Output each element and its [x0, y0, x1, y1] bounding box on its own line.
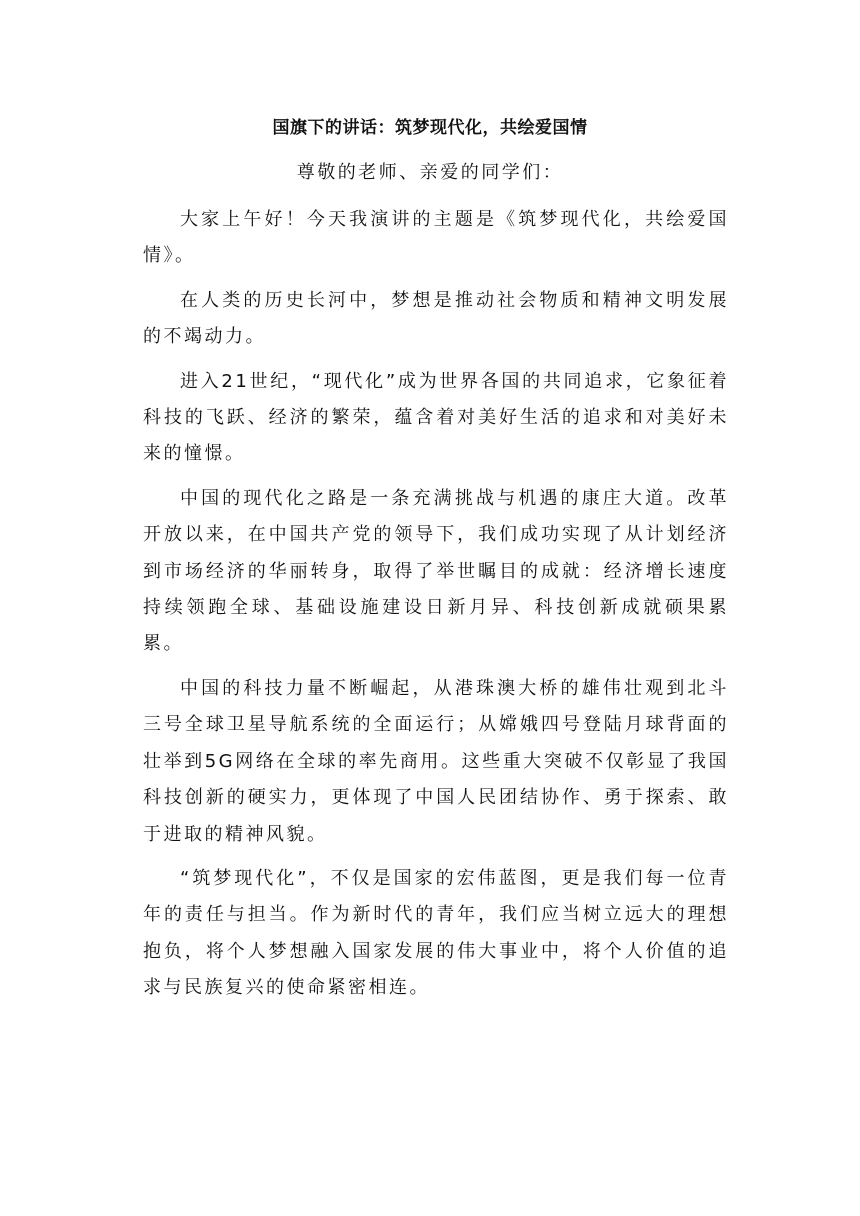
paragraph: 中国的科技力量不断崛起，从港珠澳大桥的雄伟壮观到北斗三号全球卫星导航系统的全面运行；从嫦娥四号登陆月球背面的壮举到5G网络在全球的率先商用。这些重大突破不仅彰显了我国科技创新的硬实力，更体现了中国人民团结协作、勇于探索、敢于进取的精神风貌。 [143, 677, 729, 845]
document-body [143, 202, 729, 1015]
paragraph: “筑梦现代化”，不仅是国家的宏伟蓝图，更是我们每一位青年的责任与担当。作为新时代的青年，我们应当树立远大的理想抱负，将个人梦想融入国家发展的伟大事业中，将个人价值的追求与民族复兴的使命紧密相连。 [143, 867, 729, 999]
document-title: 国旗下的讲话：筑梦现代化，共绘爱国情 [272, 118, 588, 138]
paragraph: 中国的现代化之路是一条充满挑战与机遇的康庄大道。改革开放以来，在中国共产党的领导下，我们成功实现了从计划经济到市场经济的华丽转身，取得了举世瞩目的成就：经济增长速度持续领跑全球、基础设施建设日新月异、科技创新成就硕果累累。 [143, 487, 729, 655]
paragraph: 大家上午好！今天我演讲的主题是《筑梦现代化，共绘爱国情》。 [143, 209, 729, 267]
paragraph: 进入21世纪，“现代化”成为世界各国的共同追求，它象征着科技的飞跃、经济的繁荣，蕴含着对美好生活的追求和对美好未来的憧憬。 [143, 370, 729, 465]
paragraph: 在人类的历史长河中，梦想是推动社会物质和精神文明发展的不竭动力。 [143, 289, 729, 348]
salutation: 尊敬的老师、亲爱的同学们： [296, 162, 564, 183]
